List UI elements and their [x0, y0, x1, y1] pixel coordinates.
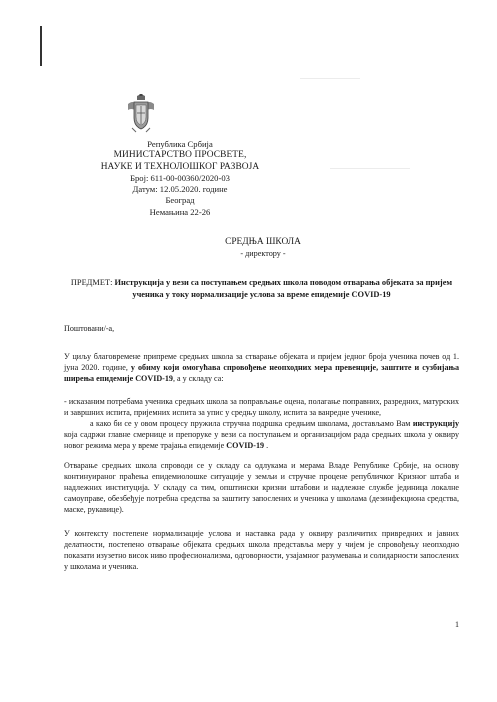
instruction-paragraph: а како би се у овом процесу пружила стручна подршка средњим школама, достављамо Вам инструкцију која садржи главне смернице и препоруке у вези са поступањем и организацијом рада средњих школа у оквиру новог режима мера у време трајања епидемије COVID-19 .: [64, 418, 459, 450]
country-name: Република Србија: [147, 139, 213, 149]
scan-artifact: [300, 78, 360, 79]
greeting: Поштовани/-а,: [64, 324, 115, 333]
city: Београд: [165, 195, 195, 206]
margin-mark: [40, 26, 42, 66]
paragraph-4: У контексту постепене нормализације услова и наставка рада у оквиру различитих привредних и јавних делатности, постепено отварање објеката средњих школа представља меру у чијем је спровођењу неопходно показати изузетно висок ниво професионализма, одговорности, узајамног разумевања и солидарности запослених у школама и ученика.: [64, 529, 459, 571]
letterhead: [80, 139, 280, 218]
paragraph-2: [64, 397, 459, 452]
paragraph-3: Отварање средњих школа спроводи се у складу са одлукама и мерама Владе Републике Србије, на основу континуираног праћења епидемиолошке ситуације у земљи и стручне процене републичког Кризног штаба и надлежних институција. У складу са тим, општински кризни штабови и надлежне службе јединица локалне самоуправе, обезбеђује потребна средства за заштиту запослених и ученика у школама (дезинфекциона средства, маске, рукавице).: [64, 461, 459, 514]
ministry-name-line-1: МИНИСТАРСТВО ПРОСВЕТЕ,: [113, 150, 247, 161]
reference-number: Број: 611-00-00360/2020-03: [130, 172, 230, 183]
recipient-school: СРЕДЊА ШКОЛА: [225, 237, 301, 247]
ministry-name-line-2: НАУКЕ И ТЕХНОЛОШКОГ РАЗВОЈА: [100, 161, 260, 172]
subject-line: [64, 277, 459, 300]
bullet-item: - исказаним потребама ученика средњих школа за поправљање оцена, полагање поправних, разредних, матурских и завршних испита, пријемних испита за упис у средњу школу, испита за ванредне ученике,: [64, 397, 459, 417]
paragraph-1: У циљу благовремене припреме средњих школа за стварање објеката и пријем једног броја ученика почев од 1. јуна 2020. године, у обиму који омогућава спровођење неопходних мера превенције, заштите и сузбијања ширења епидемије COVID-19, а у складу са:: [64, 352, 459, 383]
page-number: 1: [455, 620, 459, 629]
recipient-role: - директору -: [240, 249, 286, 258]
street-address: Немањина 22-26: [149, 206, 211, 217]
subject-label: ПРЕДМЕТ:: [70, 278, 115, 287]
scan-artifact: [330, 168, 410, 169]
subject-text: Инструкција у вези са поступањем средњих школа поводом отварања објеката за пријем ученика у току нормализације услова за време епидемије COVID-19: [114, 278, 453, 299]
recipient-block: [208, 237, 318, 259]
serbian-coat-of-arms-icon: [126, 94, 156, 134]
document-date: Датум: 12.05.2020. године: [132, 184, 228, 195]
